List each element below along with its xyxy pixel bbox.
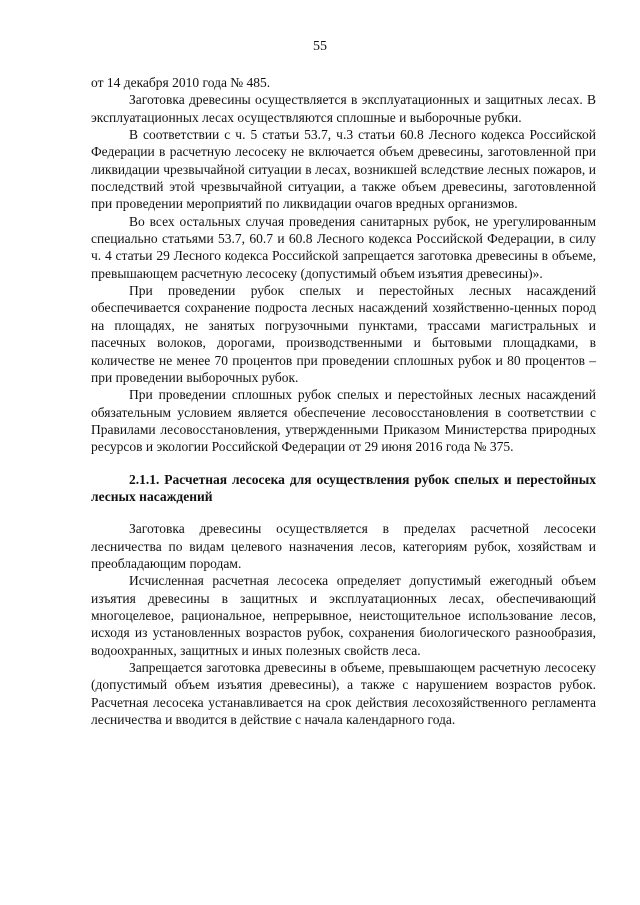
paragraph: При проведении рубок спелых и перестойных лесных насаждений обеспечивается сохранение подроста лесных насаждений хозяйственно-ценных пород на площадях, не занятых погрузочными пунктами, трассами магистральных и пасечных волоков, дорогами, производственными и бытовыми площадками, в количестве не менее 70 процентов при проведении сплошных рубок и 80 процентов – при проведении выборочных рубок. — [91, 283, 596, 385]
paragraph: Заготовка древесины осуществляется в эксплуатационных и защитных лесах. В эксплуатационных лесах осуществляются сплошные и выборочные рубки. — [91, 92, 596, 125]
page-number: 55 — [313, 39, 327, 54]
paragraph: В соответствии с ч. 5 статьи 53.7, ч.3 статьи 60.8 Лесного кодекса Российской Федерации в расчетную лесосеку не включается объем древесины, заготовленной при ликвидации чрезвычайной ситуации в лесах, возникшей вследствие лесных пожаров, и последствий этой чрезвычайной ситуации, а также объем древесины, заготовленной при проведении мероприятий по ликвидации очагов вредных организмов. — [91, 127, 596, 212]
paragraph: Во всех остальных случая проведения санитарных рубок, не урегулированным специально статьями 53.7, 60.7 и 60.8 Лесного кодекса Российской Федерации, в силу ч. 4 статьи 29 Лесного кодекса Российской запрещается заготовка древесины в объеме, превышающем расчетную лесосеку (допустимый объем изъятия древесины)». — [91, 213, 596, 281]
paragraph: Запрещается заготовка древесины в объеме, превышающем расчетную лесосеку (допустимый объем изъятия древесины), а также с нарушением возрастов рубок. Расчетная лесосека устанавливается на срок действия лесохозяйственного регламента лесничества и вводится в действие с начала календарного года. — [91, 660, 596, 728]
document-body — [91, 74, 596, 728]
paragraph: Заготовка древесины осуществляется в пределах расчетной лесосеки лесничества по видам целевого назначения лесов, категориям рубок, хозяйствам и преобладающим породам. — [91, 521, 596, 571]
section-heading: 2.1.1. Расчетная лесосека для осуществления рубок спелых и перестойных лесных насаждений — [91, 471, 596, 504]
paragraph: Исчисленная расчетная лесосека определяет допустимый ежегодный объем изъятия древесины в защитных и эксплуатационных лесах, обеспечивающий многоцелевое, рациональное, непрерывное, неистощительное использование лесов, исходя из установленных возрастов рубок, сохранения биологического разнообразия, водоохранных, защитных и иных полезных свойств леса. — [91, 573, 596, 658]
paragraph-continuation: от 14 декабря 2010 года № 485. — [91, 75, 271, 90]
paragraph: При проведении сплошных рубок спелых и перестойных лесных насаждений обязательным условием является обеспечение лесовосстановления в соответствии с Правилами лесовосстановления, утвержденными Приказом Министерства природных ресурсов и экологии Российской Федерации от 29 июня 2016 года № 375. — [91, 387, 596, 455]
